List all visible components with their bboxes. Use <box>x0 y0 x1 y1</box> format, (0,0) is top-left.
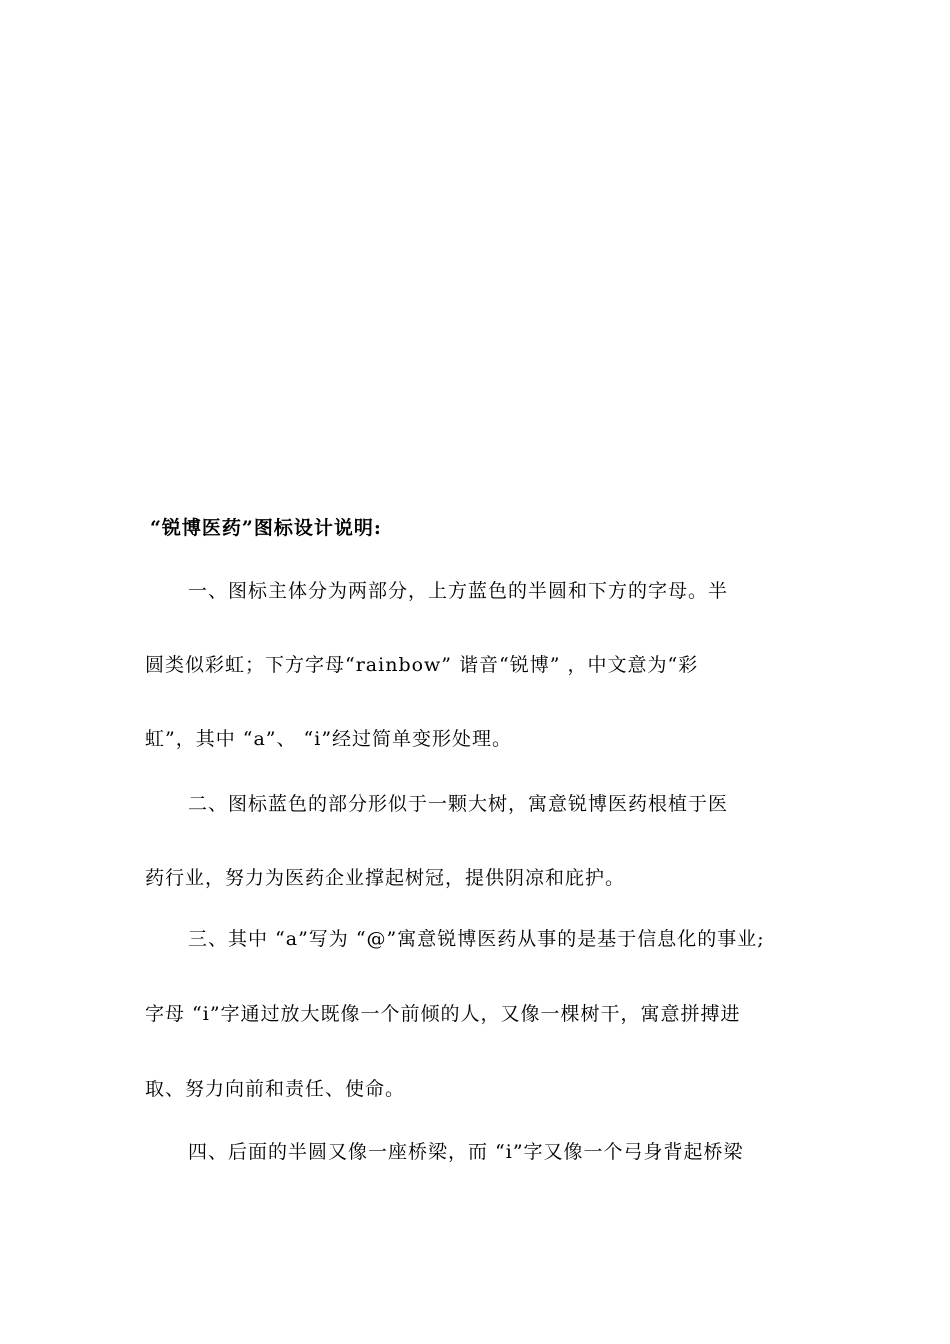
document-title: “锐博医药”图标设计说明: <box>150 517 382 539</box>
paragraph-2-line-2: 药行业，努力为医药企业撑起树冠，提供阴凉和庇护。 <box>145 867 626 889</box>
paragraph-3-line-3: 取、努力向前和责任、使命。 <box>145 1078 406 1100</box>
paragraph-1-line-3: 虹”，其中 “a”、 “i”经过简单变形处理。 <box>145 728 513 750</box>
paragraph-2-line-1: 二、图标蓝色的部分形似于一颗大树，寓意锐博医药根植于医 <box>188 793 729 815</box>
paragraph-3-line-2: 字母 “i”字通过放大既像一个前倾的人，又像一棵树干，寓意拼搏进 <box>145 1003 741 1025</box>
paragraph-1-line-2: 圆类似彩虹；下方字母“rainbow” 谐音“锐博” ，中文意为“彩 <box>145 654 699 676</box>
paragraph-4-line-1: 四、后面的半圆又像一座桥梁，而 “i”字又像一个弓身背起桥梁 <box>188 1141 744 1163</box>
paragraph-1-line-1: 一、图标主体分为两部分，上方蓝色的半圆和下方的字母。半 <box>188 580 729 602</box>
paragraph-3-line-1: 三、其中 “a”写为 “@”寓意锐博医药从事的是基于信息化的事业; <box>188 928 765 950</box>
